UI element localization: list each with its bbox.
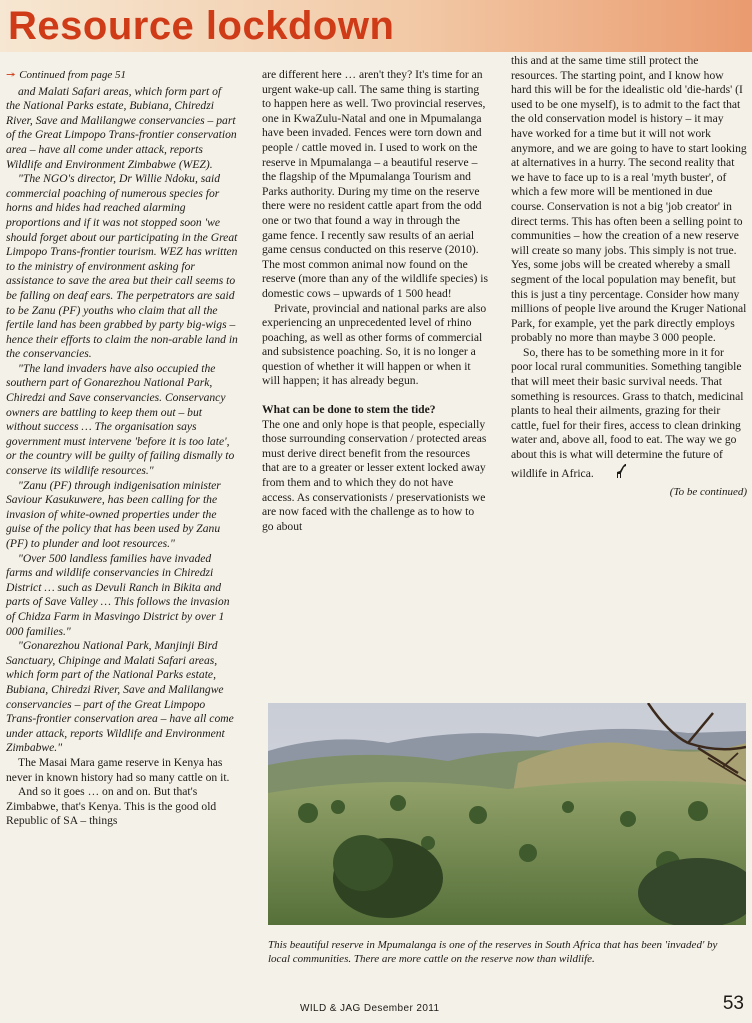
page-title: Resource lockdown [8, 4, 395, 48]
paragraph: this and at the same time still protect the resources. The starting point, and I know how hard this will be for the idealistic old 'die-hards' (I used to be one myself), is to admit to the fact that the old conservation model is history – it may have worked for a time but it will not work anymore, and we are going to have to start looking at alternatives in a hurry. The second reality that we have to face up to is a real 'myth buster', of which a few more will be mentioned in due course. Conservation is not a big 'job creator' in direct terms. This has often been a selling point to communities – how the creation of a new reserve will create so many jobs. This simply is not true. Yes, some jobs will be created whereby a small segment of the local population may benefit, but this is just a tiny percentage. Consider how many millions of people live around the Kruger National Park, for example, yet the park directly employs probably no more than maybe 3 000 people. [511, 54, 747, 345]
double-arrow-icon: ↠ [6, 69, 16, 81]
paragraph: "Zanu (PF) through indigenisation minister Saviour Kasukuwere, has been calling for the invasion of white-owned properties under the guise of the policy that has been used by Zanu (PF) to plunder and loot resources." [6, 478, 221, 550]
article-column-3 [511, 54, 747, 500]
to-be-continued: (To be continued) [669, 486, 747, 499]
footer-publication: WILD & JAG Desember 2011 [300, 1003, 440, 1014]
continued-from-text: Continued from page 51 [19, 69, 127, 81]
paragraph: The Masai Mara game reserve in Kenya has never in known history had so many cattle on it. [6, 755, 230, 784]
paragraph: The one and only hope is that people, especially those surrounding conservation / protected areas must derive direct benefit from the resources that are to a greater or lesser extent locked away from them and to which they do not have access. As conservationists / preservationists we are now faced with the challenge as to how to go about [262, 417, 487, 533]
paragraph: "The NGO's director, Dr Willie Ndoku, said commercial poaching of numerous species for horns and hides had reached alarming proportions and if it was not stopped soon 'we should forget about our participating in the Great Limpopo Trans-frontier tourism. WEZ has written to the ministry of environment asking for assistance to save the area but their call seems to be falling on deaf ears. The perpetrators are said to be Zanu (PF) youths who claim that all the fertile land has been grabbed by party big-wigs – hence their efforts to claim the non-arable land in the conservancies. [6, 172, 238, 361]
paragraph [511, 346, 747, 483]
paragraph: "The land invaders have also occupied the southern part of Gonarezhou National Park, Chiredzi and Save conservancies. Conservancy owners are battling to keep them out – but without success … The organisation says government must intervene 'before it is too late', or the country will be guilty of failing dismally to conserve its wildlife resources." [6, 361, 235, 478]
article-column-1 [6, 68, 238, 829]
continued-from-note [6, 68, 238, 83]
page-number: 53 [722, 993, 744, 1014]
paragraph: and Malati Safari areas, which form part of the National Parks estate, Bubiana, Chiredzi River, Save and Malilangwe conservancies – part of the Great Limpopo Trans-frontier conservation area – have all come under attack, reports Wildlife and Environment Zimbabwe (WEZ). [6, 84, 237, 171]
paragraph: "Over 500 landless families have invaded farms and wildlife conservancies in Chiredzi District … such as Devuli Ranch in Bikita and parts of Save Valley … This follows the invasion of Chidza Farm in Masvingo District by over 1 000 families." [6, 551, 230, 638]
paragraph-text: So, there has to be something more in it for poor local rural communities. Something tangible that will meet their basic survival needs. That something is resources. Grass to thatch, medicinal plants to heal their ailments, grazing for their cattle, fuel for their fires, access to clean drinking water and, above all, food to eat. The way we go about this is what will determine the future of wildlife in Africa. [511, 345, 744, 480]
giraffe-icon [604, 463, 628, 484]
header-banner [0, 0, 752, 52]
paragraph: And so it goes … on and on. But that's Zimbabwe, that's Kenya. This is the good old Republic of SA – things [6, 785, 217, 828]
paragraph: are different here … aren't they? It's time for an urgent wake-up call. The same thing is starting to happen here as well. Two provincial reserves, one in KwaZulu-Natal and one in Mpumalanga have been invaded. Fences were torn down and people / cattle moved in. I used to work on the reserve in Mpumalanga – a beautiful reserve – the flagship of the Mpumalanga Tourism and Parks authority. During my time on the reserve there were no resident cattle apart from the odd one or two that found a way in through the game fence. I recently saw results of an aerial game census conducted on this reserve (2010). The most common animal now found on the reserve (more than any of the wildlife species) is domestic cows – upwards of 1 500 head! [262, 68, 488, 300]
paragraph: Private, provincial and national parks are also experiencing an unprecedented level of rhino poaching, as well as other forms of commercial and subsistence poaching. So, it is no longer a question of whether it will happen or when it will happen; it has already begun. [262, 301, 487, 388]
paragraph: "Gonarezhou National Park, Manjinji Bird Sanctuary, Chipinge and Malati Safari areas, which form part of the National Parks estate, Bubiana, Chiredzi River, Save and Malilangwe conservancies – part of the Great Limpopo Trans-frontier conservation area – have all come under attack, reports Wildlife and Environment Zimbabwe." [6, 639, 234, 755]
photo-caption: This beautiful reserve in Mpumalanga is one of the reserves in South Africa that has been 'invaded' by local communities. There are more cattle on the reserve now than wildlife. [268, 939, 718, 965]
article-column-2 [262, 68, 488, 534]
subheading: What can be done to stem the tide? [262, 403, 436, 417]
landscape-photo [268, 703, 746, 925]
